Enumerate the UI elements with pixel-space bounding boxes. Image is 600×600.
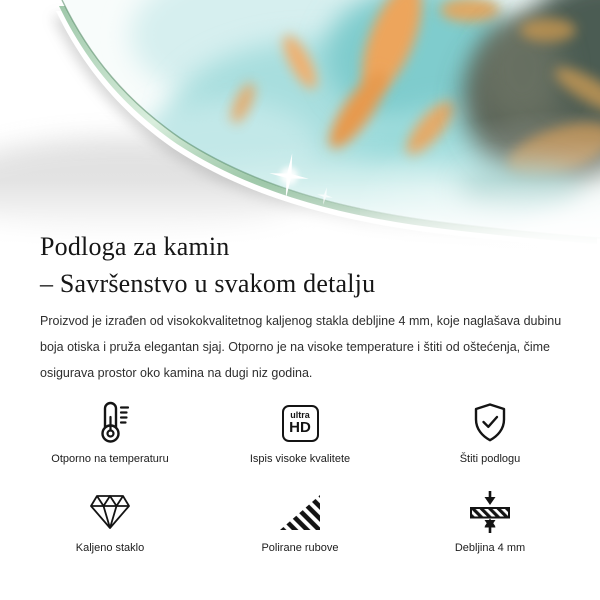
page-title-line1: Podloga za kamin: [40, 232, 230, 261]
feature-item-temperature: [15, 399, 205, 466]
polished-edges-icon: [278, 488, 322, 536]
page-title: [40, 228, 375, 302]
description-line: Proizvod je izrađen od visokokvalitetnog kaljenog stakla debljine 4 mm, koje naglašava dubinu: [40, 314, 562, 328]
feature-label: Otporno na temperaturu: [51, 453, 169, 465]
page-title-line2: – Savršenstvo u svakom detalju: [40, 269, 376, 298]
ultra-hd-icon: [282, 399, 319, 447]
ultra-hd-badge-top: ultra: [290, 410, 310, 420]
feature-label: Kaljeno staklo: [75, 542, 145, 554]
glass-disc-graphic: [0, 0, 600, 256]
feature-label: Polirane rubove: [261, 542, 339, 554]
diamond-icon: [88, 488, 132, 536]
shield-check-icon: [470, 399, 510, 447]
product-description: [40, 308, 596, 386]
feature-label: Debljina 4 mm: [454, 542, 526, 554]
thermometer-icon: [90, 399, 130, 447]
feature-label: Ispis visoke kvalitete: [249, 453, 351, 465]
feature-item-tempered-glass: [15, 488, 205, 555]
thickness-icon: [468, 488, 512, 536]
feature-item-polished-edges: [205, 488, 395, 555]
description-line: boja otiska i pruža elegantan sjaj. Otporno je na visoke temperature i štiti od oštećenja, čime: [40, 340, 550, 354]
product-image: [0, 0, 600, 256]
description-line: osigurava prostor oko kamina na dugi niz godina.: [40, 366, 313, 380]
feature-item-protection: [395, 399, 585, 466]
feature-item-thickness: [395, 488, 585, 555]
ultra-hd-badge-bottom: HD: [289, 419, 311, 436]
features-grid: [15, 399, 585, 555]
feature-label: Štiti podlogu: [459, 453, 521, 465]
feature-item-print-quality: [205, 399, 395, 466]
